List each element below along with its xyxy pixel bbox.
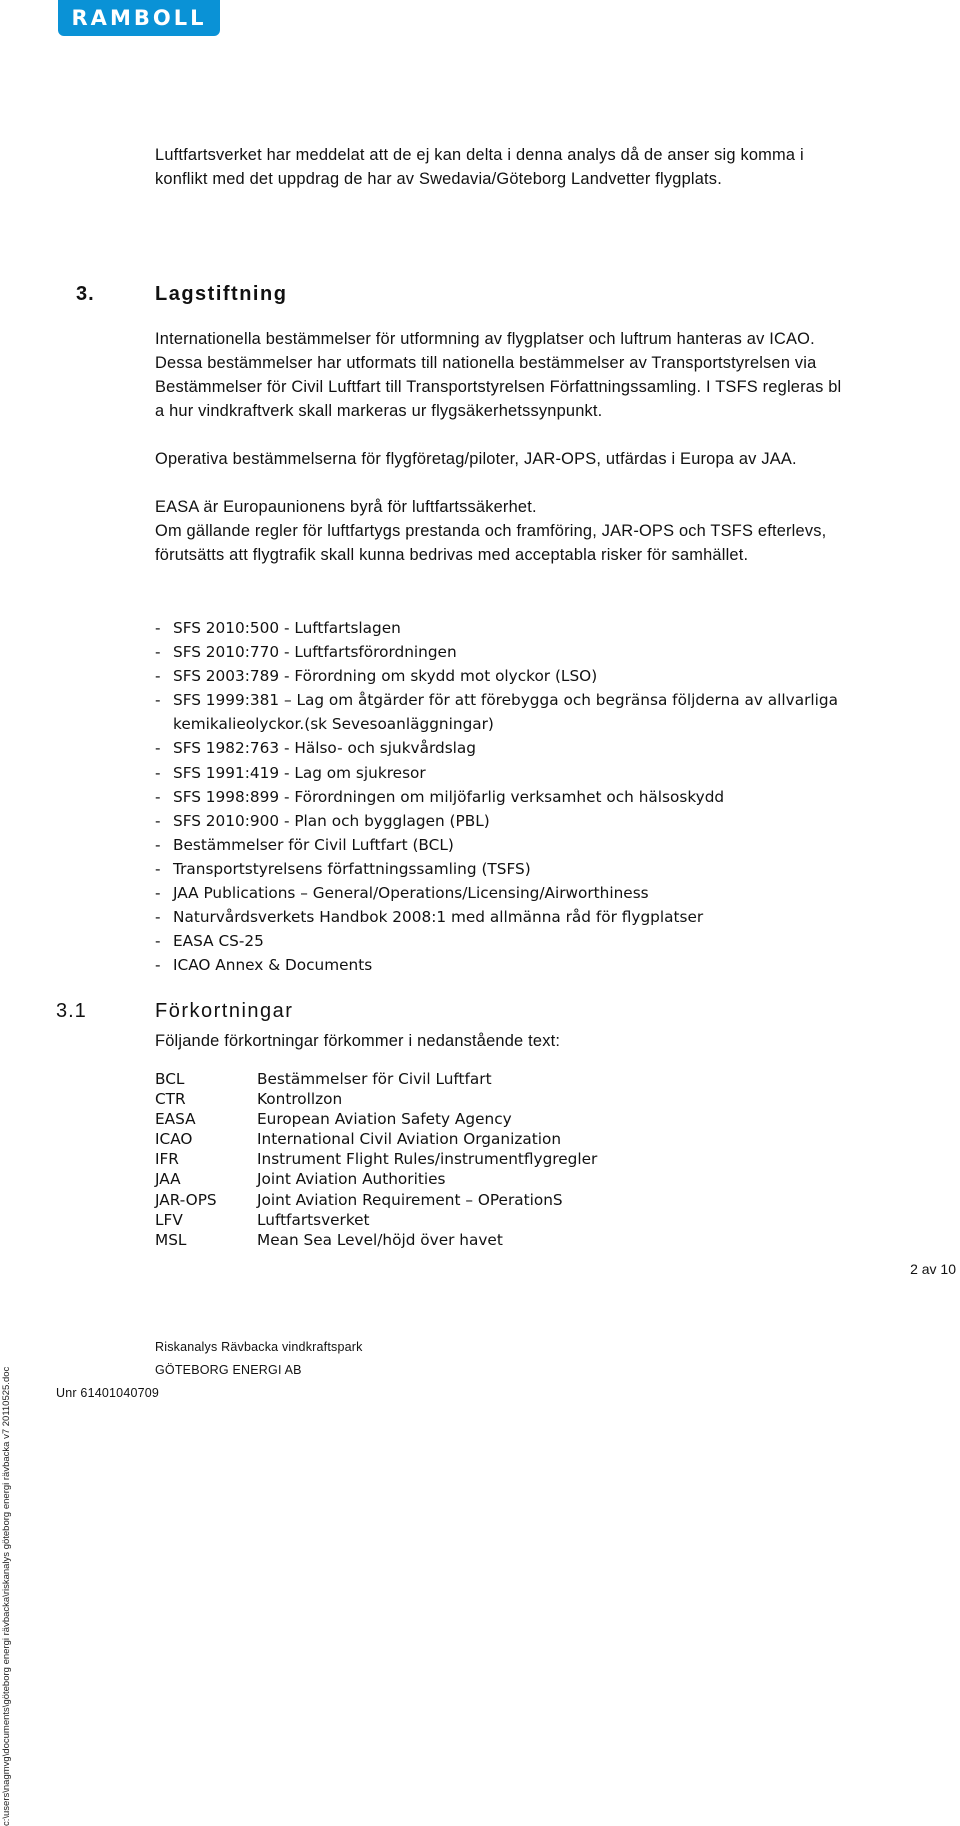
abbreviation-meaning: International Civil Aviation Organization [257,1130,562,1149]
abbreviation-table [155,1069,597,1250]
document-path-vertical [0,960,16,1826]
law-list-item: - SFS 2010:770 - Luftfartsförordningen [155,643,457,662]
law-list-item: - SFS 2010:500 - Luftfartslagen [155,619,401,637]
table-row [155,1149,597,1169]
page-number: 2 av 10 [910,1261,956,1277]
abbreviation-meaning: Bestämmelser för Civil Luftfart [257,1070,492,1088]
section-3-paragraph-4: Om gällande regler för luftfartygs prestanda och framföring, JAR-OPS och TSFS efterlevs, förutsätts att flygtrafik skall kunna bedrivas med acceptabla risker för samhället. [155,522,827,564]
section-3-title: Lagstiftning [155,283,288,305]
ramboll-logo [58,0,220,36]
abbreviation-meaning: European Aviation Safety Agency [257,1110,512,1129]
logo-text: RAMBOLL [71,6,207,30]
abbreviation: JAR-OPS [155,1190,217,1209]
abbreviation-meaning: Joint Aviation Authorities [257,1170,446,1189]
section-3-paragraph-1: Internationella bestämmelser för utformning av flygplatser och luftrum hanteras av ICAO. Dessa bestämmelser har utformats till nationella bestämmelser av Transportstyrelsen via Bestämmelser för Civil Luftfart till Transportstyrelsen Författningssamling. I TSFS regleras bl a hur vindkraftverk skall markeras ur flygsäkerhetssynpunkt. [155,330,842,420]
table-row [155,1109,597,1129]
law-list-item: - JAA Publications – General/Operations/Licensing/Airworthiness [155,884,649,903]
table-row [155,1169,597,1189]
law-list-item: - SFS 2003:789 - Förordning om skydd mot olyckor (LSO) [155,667,598,686]
abbreviation: MSL [155,1230,187,1249]
section-3-1-title: Förkortningar [155,1000,294,1022]
document-path-text: c:\users\nagmvg\documents\göteborg energi rävbacka\riskanalys göteborg energi rävbacka v7 20110525.doc [1,1366,12,1826]
section-3-1-intro: Följande förkortningar förkommer i nedanstående text: [155,1032,561,1050]
law-list [155,616,845,977]
intro-paragraph: Luftfartsverket har meddelat att de ej kan delta i denna analys då de anser sig komma i konflikt med det uppdrag de har av Swedavia/Göteborg Landvetter flygplats. [155,146,804,188]
abbreviation: IFR [155,1150,179,1169]
abbreviation: EASA [155,1110,196,1129]
table-row [155,1230,597,1250]
footer-company: GÖTEBORG ENERGI AB [155,1363,302,1377]
abbreviation: LFV [155,1210,183,1229]
abbreviation: BCL [155,1070,185,1088]
section-3-1-number: 3.1 [56,1000,87,1022]
section-3-number: 3. [76,283,95,305]
law-list-item: - Transportstyrelsens författningssamling (TSFS) [155,859,531,878]
law-list-item: - SFS 1982:763 - Hälso- och sjukvårdslag [155,739,477,758]
law-list-item: - Naturvårdsverkets Handbok 2008:1 med allmänna råd för flygplatser [155,908,704,927]
law-list-item: - SFS 1999:381 – Lag om åtgärder för att förebygga och begränsa följderna av allvarliga kemikalieolyckor.(sk Sevesoanläggningar) [155,691,838,734]
table-row [155,1089,597,1109]
abbreviation: CTR [155,1090,186,1109]
footer-document-title: Riskanalys Rävbacka vindkraftspark [155,1340,363,1354]
law-list-item: - Bestämmelser för Civil Luftfart (BCL) [155,835,454,854]
law-list-item: - SFS 1998:899 - Förordningen om miljöfarlig verksamhet och hälsoskydd [155,787,725,806]
law-list-item: - SFS 2010:900 - Plan och bygglagen (PBL) [155,811,490,830]
table-row [155,1210,597,1230]
law-list-item: - ICAO Annex & Documents [155,956,373,975]
abbreviation: JAA [155,1170,181,1189]
abbreviation-meaning: Mean Sea Level/höjd över havet [257,1230,503,1249]
abbreviation: ICAO [155,1130,193,1149]
table-row [155,1190,597,1210]
section-3-paragraph-2: Operativa bestämmelserna för flygföretag/piloter, JAR-OPS, utfärdas i Europa av JAA. [155,450,797,468]
table-row [155,1129,597,1149]
section-3-paragraph-3: EASA är Europaunionens byrå för luftfartssäkerhet. [155,498,537,516]
table-row [155,1069,597,1089]
abbreviation-meaning: Luftfartsverket [257,1210,370,1229]
footer-unr: Unr 61401040709 [56,1386,160,1400]
abbreviation-meaning: Kontrollzon [257,1090,343,1109]
abbreviation-meaning: Joint Aviation Requirement – OPerationS [257,1190,563,1209]
law-list-item: - EASA CS-25 [155,932,264,951]
law-list-item: - SFS 1991:419 - Lag om sjukresor [155,763,426,782]
abbreviation-meaning: Instrument Flight Rules/instrumentflygregler [257,1150,598,1169]
